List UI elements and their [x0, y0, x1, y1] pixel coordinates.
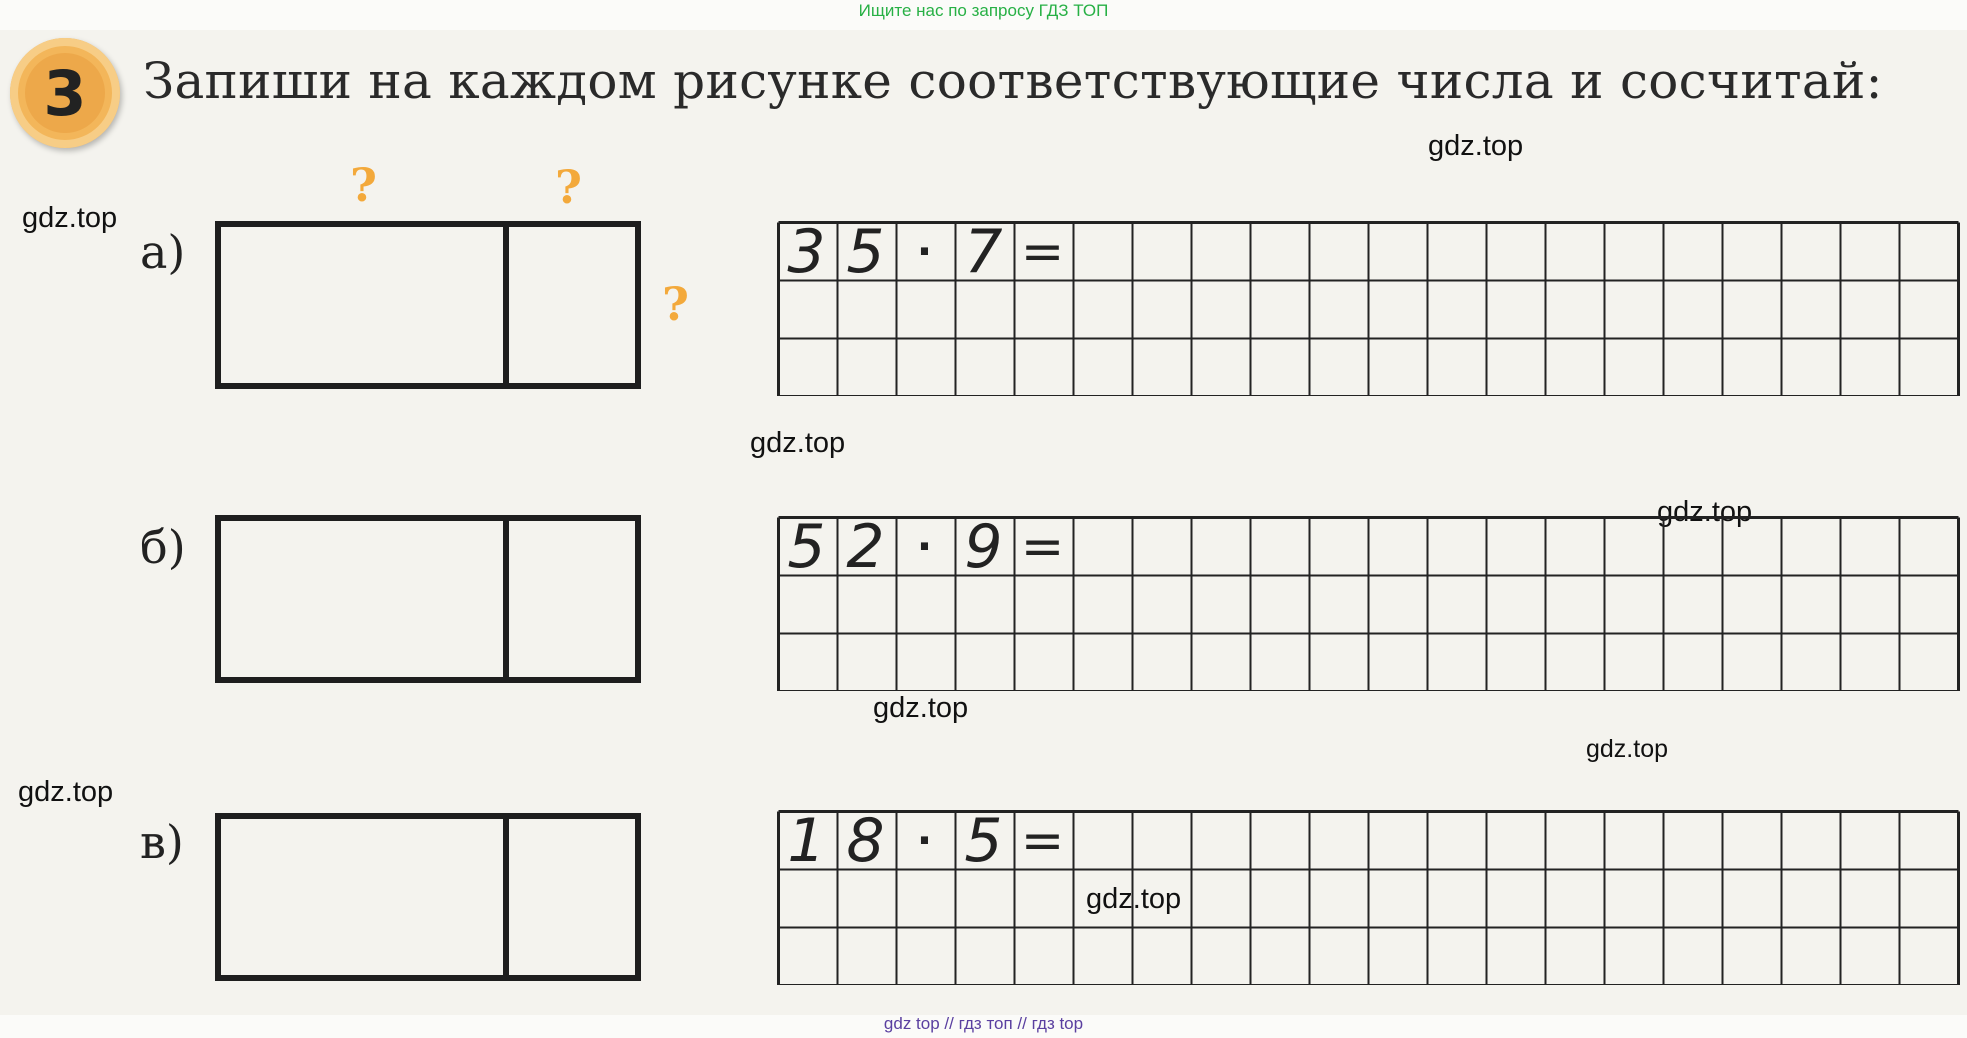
watermark: gdz.top: [22, 202, 118, 234]
equals-sign: =: [1020, 517, 1065, 577]
digit: 5: [964, 806, 1003, 876]
top-search-link[interactable]: Ищите нас по запросу ГДЗ ТОП: [858, 1, 1109, 20]
equals-sign: =: [1020, 811, 1065, 871]
footer-links[interactable]: gdz top // гдз топ // гдз top: [883, 1014, 1084, 1033]
rectangle-figure-c: [215, 813, 641, 981]
rectangle-figure-a: [215, 221, 641, 389]
multiply-sign: ·: [916, 818, 933, 864]
task-instruction: Запиши на каждом рисунке соответствующие числа и сосчитай:: [143, 52, 1883, 110]
expression-c: [777, 806, 1072, 876]
rectangle-divider: [503, 819, 509, 975]
digit: 2: [846, 512, 885, 582]
digit: 5: [787, 512, 826, 582]
rectangle-figure-b: [215, 515, 641, 683]
expression-a: [777, 217, 1072, 287]
expression-b: [777, 512, 1072, 582]
watermark: gdz.top: [18, 776, 114, 808]
question-mark: ?: [662, 277, 689, 331]
digit: 5: [846, 217, 885, 287]
digit: 1: [787, 806, 826, 876]
answer-grid-a[interactable]: [777, 217, 1960, 396]
task-number: 3: [25, 53, 105, 133]
question-mark: ?: [555, 160, 582, 214]
rectangle-divider: [503, 521, 509, 677]
watermark: gdz.top: [1657, 496, 1753, 528]
watermark: gdz.top: [1086, 883, 1182, 915]
task-number-badge: [10, 38, 120, 148]
watermark: gdz.top: [1428, 130, 1524, 162]
watermark: gdz.top: [873, 692, 969, 724]
row-label-c: в): [140, 815, 184, 869]
rectangle-divider: [503, 227, 509, 383]
watermark: gdz.top: [750, 427, 846, 459]
digit: 3: [787, 217, 826, 287]
multiply-sign: ·: [916, 524, 933, 570]
multiply-sign: ·: [916, 229, 933, 275]
digit: 9: [964, 512, 1003, 582]
question-mark: ?: [350, 158, 377, 212]
watermark: gdz.top: [1586, 735, 1669, 763]
row-label-a: а): [140, 225, 186, 279]
digit: 7: [964, 217, 1003, 287]
row-label-b: б): [140, 520, 186, 574]
answer-grid-c[interactable]: [777, 806, 1960, 985]
digit: 8: [846, 806, 885, 876]
equals-sign: =: [1020, 222, 1065, 282]
